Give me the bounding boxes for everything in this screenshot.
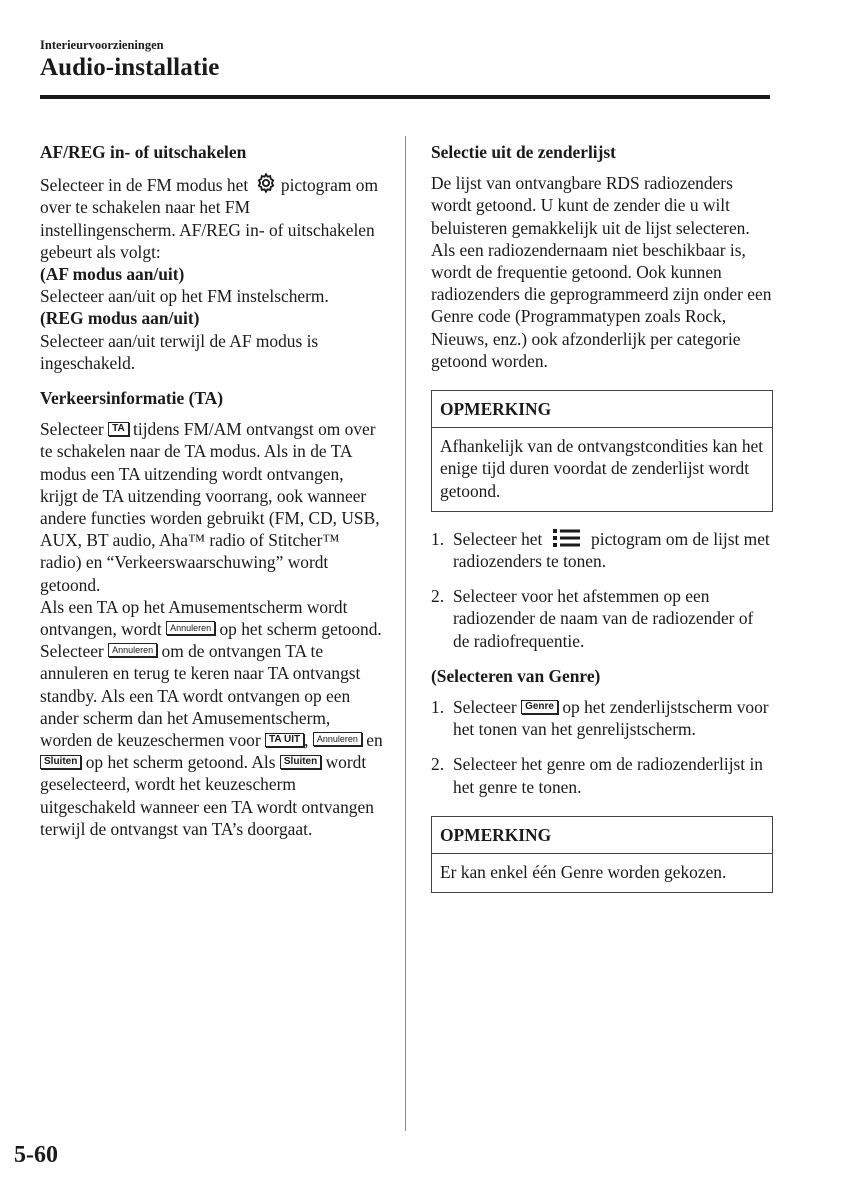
list-item	[431, 585, 773, 652]
list-item	[431, 696, 773, 740]
ta-text-b: tijdens FM/AM ontvangst om over te schakelen naar de TA modus. Als in de TA modus een TA uitzending wordt ontvangen, krijgt de TA uitzending voorrang, ook wanneer andere functies worden gebruikt (FM, CD, USB, AUX, BT audio, Aha™ radio of Stitcher™ radio) en “Verkeerswaarschuwing” wordt getoond.	[40, 419, 380, 595]
genre-button: Genre	[521, 700, 558, 714]
list-item	[431, 528, 773, 572]
ta-paragraph-1	[40, 418, 385, 596]
annuleren-button: Annuleren	[313, 732, 362, 746]
right-column	[431, 141, 773, 893]
page-number: 5-60	[14, 1142, 58, 1168]
ta-uit-button: TA UIT	[265, 733, 304, 747]
ta2-text-e: en	[366, 730, 383, 751]
station-steps	[431, 528, 773, 652]
ta-paragraph-2	[40, 596, 385, 840]
af-reg-text-b: pictogram om over te schakelen naar het FM instellingenscherm. AF/REG in- of uitschakelen gebeurt als volgt:	[40, 175, 378, 262]
station-list-paragraph: De lijst van ontvangbare RDS radiozenders wordt getoond. U kunt de zender die u wilt beluisteren gemakkelijk uit de lijst selecteren. Als een radiozendernaam niet beschikbaar is, wordt de frequentie getoond. Ook kunnen radiozenders die geprogrammeerd zijn onder een Genre code (Programmatypen zoals Rock, Nieuws, enz.) ook afzonderlijk per categorie getoond worden.	[431, 173, 772, 371]
note-box-1	[431, 390, 773, 512]
genre-step1-text-a: Selecteer	[453, 697, 517, 718]
column-divider	[405, 136, 406, 1131]
step-number: 1.	[431, 697, 445, 718]
reg-mode-heading: (REG modus aan/uit)	[40, 308, 200, 329]
ta2-text-f: op het scherm getoond. Als	[85, 752, 276, 773]
note-heading: OPMERKING	[432, 391, 772, 428]
ta2-text-c: om de ontvangen TA te annuleren en terug te keren naar TA ontvangst standby. Als een TA wordt ontvangen op een ander scherm dan het Amusementscherm, worden de keuzeschermen voor	[40, 641, 361, 751]
list-item	[431, 753, 773, 797]
ta-heading: Verkeersinformatie (TA)	[40, 388, 224, 409]
step1-text-a: Selecteer het	[453, 528, 543, 549]
af-mode-text: Selecteer aan/uit op het FM instelscherm.	[40, 286, 329, 307]
ta2-text-a: Als een TA op het Amusementscherm wordt ontvangen, wordt	[40, 596, 348, 640]
sluiten-button: Sluiten	[40, 755, 81, 769]
sluiten-button: Sluiten	[280, 755, 321, 769]
step2-text: Selecteer voor het afstemmen op een radiozender de naam van de radiozender of de radiofrequentie.	[453, 586, 754, 651]
af-reg-heading: AF/REG in- of uitschakelen	[40, 142, 247, 162]
step-number: 2.	[431, 754, 445, 775]
step-number: 2.	[431, 586, 445, 607]
station-list-heading: Selectie uit de zenderlijst	[431, 142, 616, 162]
gear-icon	[255, 172, 277, 194]
genre-step1-text-b: op het zenderlijstscherm voor het tonen van het genrelijstscherm.	[453, 697, 769, 740]
ta-text-a: Selecteer	[40, 419, 104, 440]
annuleren-button: Annuleren	[166, 621, 215, 635]
ta2-text-g: wordt geselecteerd, wordt het keuzescherm uitgeschakeld wanneer een TA wordt ontvangen terwijl de ontvangst van TA’s doorgaat.	[40, 752, 374, 839]
step1-text-b: pictogram om de lijst met radiozenders te tonen.	[453, 528, 770, 572]
af-mode-heading: (AF modus aan/uit)	[40, 264, 185, 285]
af-reg-paragraph	[40, 172, 385, 263]
page-title: Audio-installatie	[40, 54, 220, 81]
note-body: Er kan enkel één Genre worden gekozen.	[440, 862, 727, 883]
annuleren-button: Annuleren	[108, 643, 157, 657]
note-body: Afhankelijk van de ontvangstcondities kan het enige tijd duren voordat de zenderlijst wordt getoond.	[440, 436, 764, 501]
genre-heading: (Selecteren van Genre)	[431, 665, 601, 686]
list-icon	[553, 528, 581, 548]
reg-mode-text: Selecteer aan/uit terwijl de AF modus is ingeschakeld.	[40, 330, 319, 373]
ta2-comma: ,	[304, 730, 309, 751]
left-column	[40, 141, 385, 840]
note-box-2	[431, 816, 773, 893]
genre-step2-text: Selecteer het genre om de radiozenderlijst in het genre te tonen.	[453, 754, 763, 797]
af-reg-text-a: Selecteer in de FM modus het	[40, 175, 249, 196]
genre-steps	[431, 696, 773, 798]
header-rule	[40, 95, 770, 99]
step-number: 1.	[431, 528, 445, 549]
ta-button: TA	[108, 422, 129, 436]
ta2-text-b: op het scherm getoond. Selecteer	[40, 619, 382, 662]
section-label: Interieurvoorzieningen	[40, 38, 164, 52]
note-heading: OPMERKING	[432, 817, 772, 854]
